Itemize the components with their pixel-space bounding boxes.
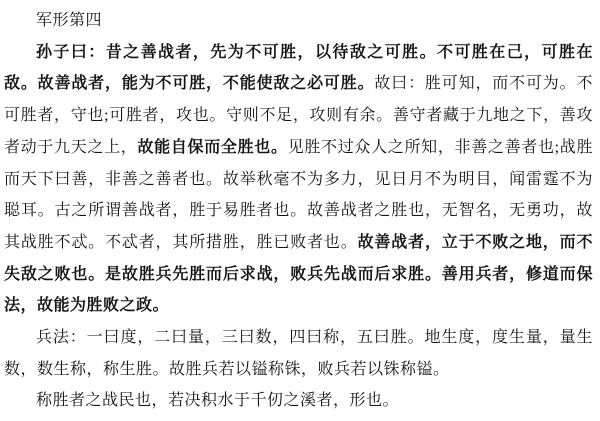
paragraph: [4, 385, 593, 417]
text-run: 称胜者之战民也，若决积水于千仞之溪者，形也。: [36, 392, 400, 410]
bold-text-run: 故能自保而全胜也。: [137, 138, 288, 156]
text-run: 故曰：胜可知，而不可为。不可胜者，守也;可胜者，攻也。守则不足，攻则有余。善守者藏于九地之下，善攻者动于九天之上，: [4, 75, 593, 156]
bold-text-run: 孙子曰：昔之善战者，先为不可胜，以待敌之可胜。不可胜在己，可胜在敌。故善战者，能为不可胜，不能使敌之必可胜。: [4, 43, 593, 93]
paragraph: [4, 322, 593, 385]
paragraph: [4, 37, 593, 322]
bold-text-run: 故善战者，立于不败之地，而不失敌之败也。是故胜兵先胜而后求战，败兵先战而后求胜。善用兵者，修道而保法，故能为胜败之政。: [4, 233, 593, 315]
document-body: [4, 37, 593, 417]
text-run: 见胜不过众人之所知，非善之善者也;战胜而天下曰善，非善之善者也。故举秋毫不为多力，见日月不为明目，闻雷霆不为聪耳。古之所谓善战者，胜于易胜者也。故善战者之胜也，无智名，无勇功，故其战胜不忒。不忒者，其所措胜，胜已败者也。: [4, 138, 593, 251]
chapter-title: 军形第四: [36, 12, 103, 29]
text-run: 兵法：一曰度，二曰量，三曰数，四曰称，五曰胜。地生度，度生量，量生数，数生称，称生胜。故胜兵若以镒称铢，败兵若以铢称镒。: [4, 329, 593, 378]
